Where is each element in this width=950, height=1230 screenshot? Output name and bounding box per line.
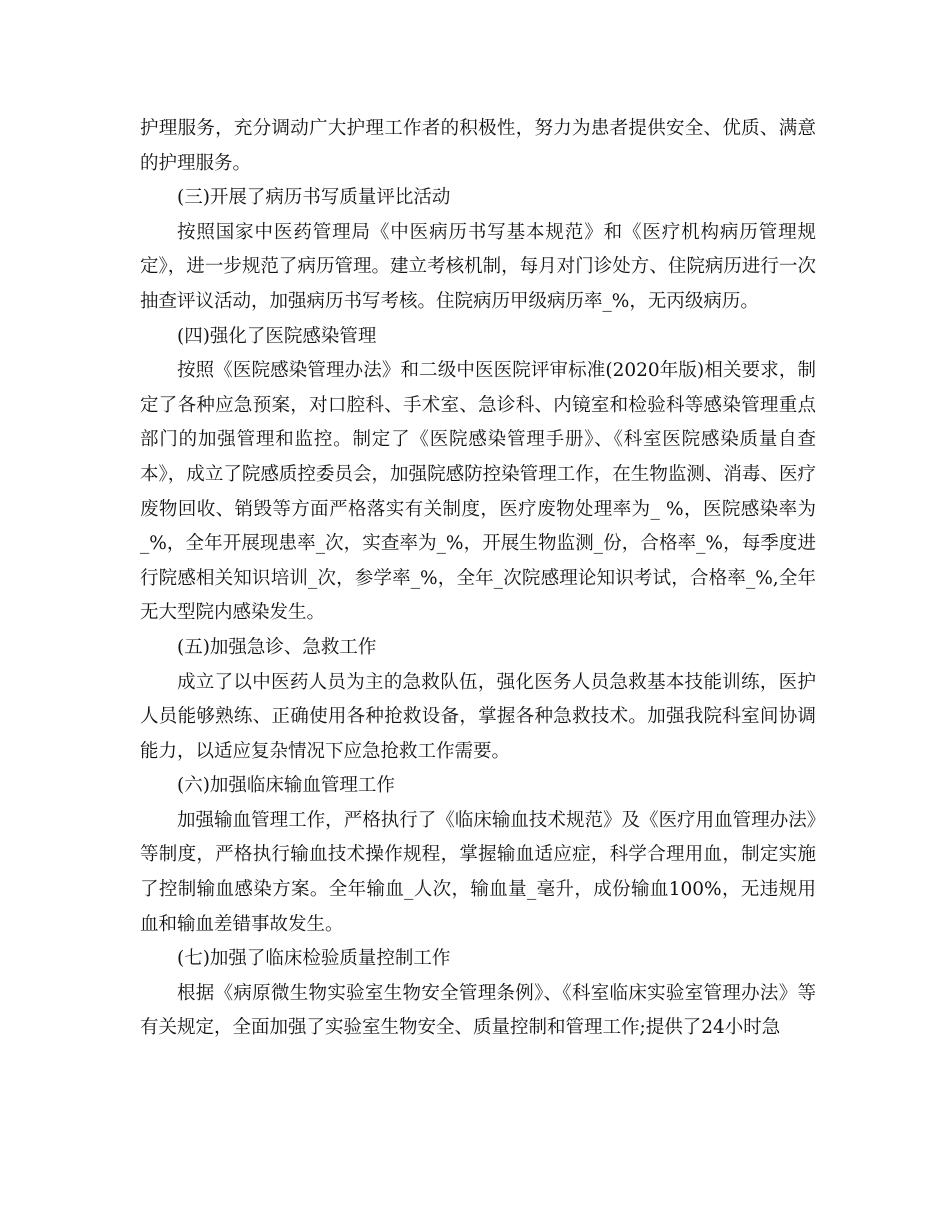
paragraph-nursing-continuation: 护理服务，充分调动广大护理工作者的积极性，努力为患者提供安全、优质、满意的护理服务。 (140, 118, 816, 174)
section-heading-infection-control: (四)强化了医院感染管理 (177, 325, 377, 347)
paragraph-medical-records: 按照国家中医药管理局《中医病历书写基本规范》和《医疗机构病历管理规定》，进一步规范了病历管理。建立考核机制，每月对门诊处方、住院病历进行一次抽查评议活动，加强病历书写考核。住院病历甲级病历率_%，无丙级病历。 (140, 221, 816, 312)
document-body (140, 112, 816, 1046)
section-heading-lab-quality: (七)加强了临床检验质量控制工作 (177, 948, 451, 970)
paragraph-transfusion: 加强输血管理工作，严格执行了《临床输血技术规范》及《医疗用血管理办法》等制度，严格执行输血技术操作规程，掌握输血适应症，科学合理用血，制定实施了控制输血感染方案。全年输血_人次，输血量_毫升，成份输血100%，无违规用血和输血差错事故发生。 (140, 809, 816, 935)
section-heading-emergency: (五)加强急诊、急救工作 (177, 636, 377, 658)
paragraph-emergency: 成立了以中医药人员为主的急救队伍，强化医务人员急救基本技能训练，医护人员能够熟练、正确使用各种抢救设备，掌握各种急救技术。加强我院科室间协调能力，以适应复杂情况下应急抢救工作需要。 (140, 671, 816, 762)
paragraph-lab-quality: 根据《病原微生物实验室生物安全管理条例》、《科室临床实验室管理办法》等有关规定，全面加强了实验室生物安全、质量控制和管理工作;提供了24小时急 (140, 982, 816, 1039)
paragraph-infection-control: 按照《医院感染管理办法》和二级中医医院评审标准(2020年版)相关要求，制定了各种应急预案，对口腔科、手术室、急诊科、内镜室和检验科等感染管理重点部门的加强管理和监控。制定了《医院感染管理手册》、《科室医院感染质量自查本》，成立了院感质控委员会，加强院感防控染管理工作，在生物监测、消毒、医疗废物回收、销毁等方面严格落实有关制度，医疗废物处理率为_ %，医院感染率为_%，全年开展现患率_次，实查率为_%，开展生物监测_份，合格率_%，每季度进行院感相关知识培训_次，参学率_%，全年_次院感理论知识考试，合格率_%,全年无大型院内感染发生。 (140, 360, 816, 624)
section-heading-medical-records: (三)开展了病历书写质量评比活动 (177, 187, 451, 209)
section-heading-transfusion: (六)加强临床输血管理工作 (177, 775, 395, 797)
